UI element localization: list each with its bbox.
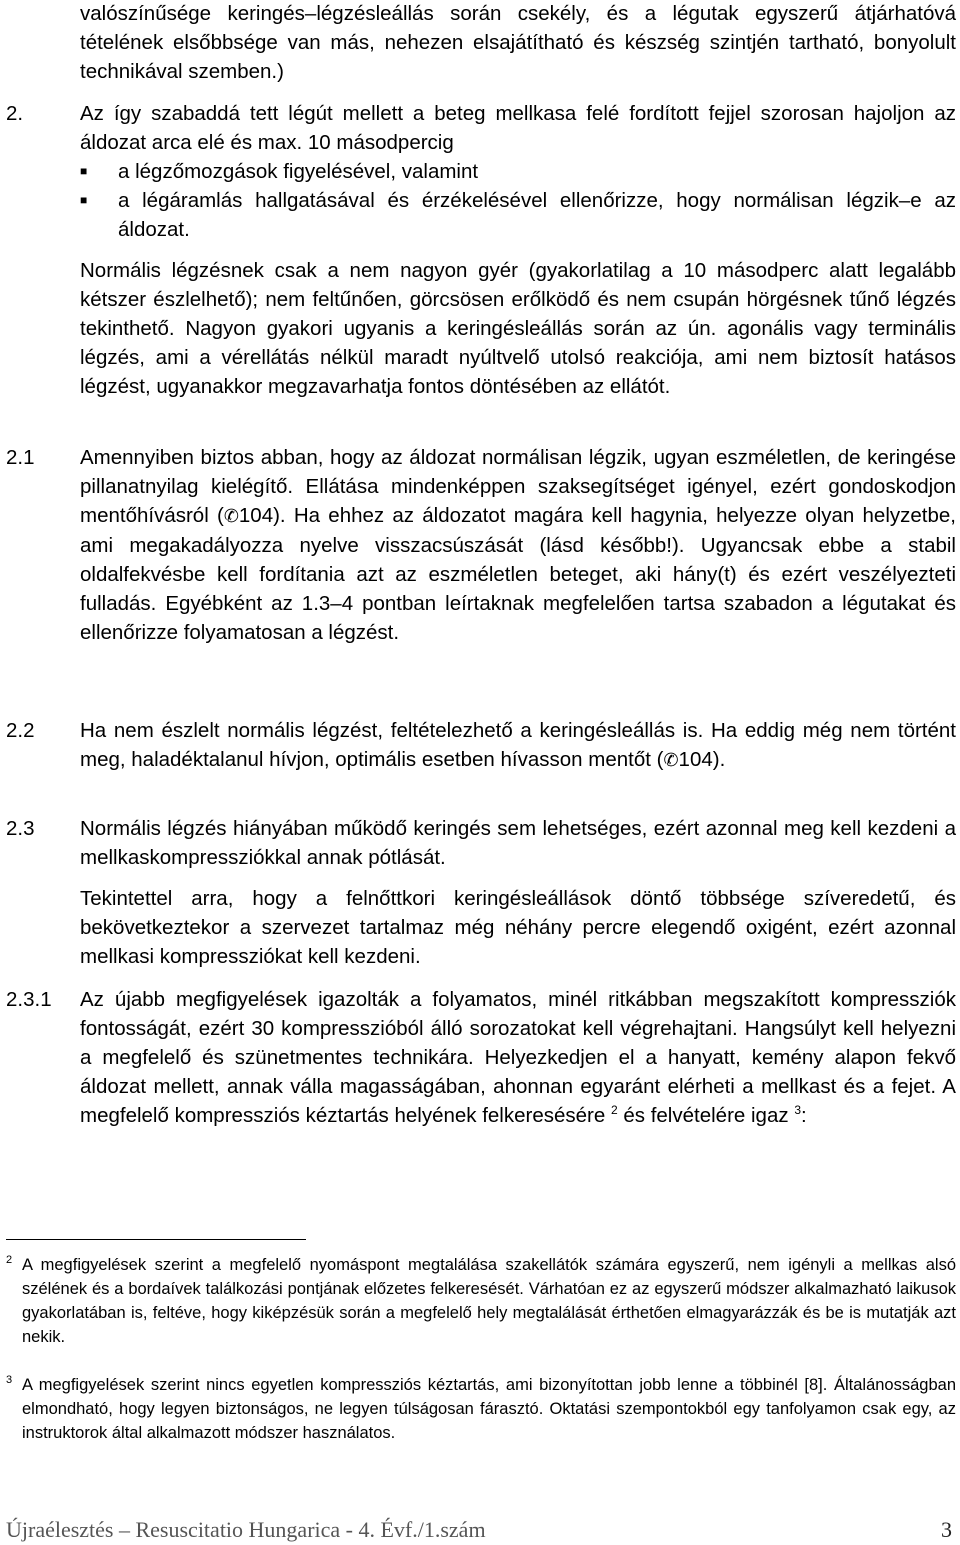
- section-number-2-2: 2.2: [6, 719, 35, 742]
- footer-journal-title: Újraélesztés – Resuscitatio Hungarica - 4. Évf./1.szám: [6, 1517, 486, 1542]
- footnote-ref-2: 2: [610, 1103, 618, 1118]
- page-number: 3: [941, 1517, 952, 1542]
- bullet-square-2: ■: [80, 193, 88, 207]
- phone-icon: ✆: [223, 506, 239, 527]
- footnote-ref-3: 3: [794, 1103, 801, 1118]
- section-number-2-1: 2.1: [6, 446, 35, 469]
- footnote-3: A megfigyelések szerint nincs egyetlen kompressziós kéztartás, ami bizonyítottan jobb lenne a többinél [8]. Általánosságban elmondható, hogy legyen biztonságos, ne legyen túlságosan fárasztó. Oktatási szempontokból egy tanfolyamon csak egy, az instruktorok által alkalmazott módszer használatos.: [22, 1376, 956, 1442]
- paragraph-2-normal-breathing: Normális légzésnek csak a nem nagyon gyér (gyakorlatilag a 10 másodperc alatt legalább kétszer észlelhető); nem feltűnően, görcsösen erőlködő és nem csupán hörgésnek tűnő légzés tekinthető. Nagyon gyakori ugyanis a keringésleállás során az ún. agonális vagy terminális légzés, ami a vérellátás nélkül maradt nyúltvelő utolsó reakciója, ami nem biztosít hatásos légzést, ugyanakkor megzavarhatja fontos döntésében az ellátót.: [80, 259, 956, 398]
- paragraph-2-3-1: Az újabb megfigyelések igazolták a folyamatos, minél ritkábban megszakított kompressziók fontosságát, ezért 30 kompresszióból álló sorozatokat kell végrehajtani. Hangsúlyt kell helyezni a megfelelő és szünetmentes technikára. Helyezkedjen el a hanyatt, kemény alapon fekvő áldozat mellett, annak válla magasságában, ahonnan egyaránt elérheti a mellkast és a fejet. A megfelelő kompressziós kéztartás helyének felkeresésére $^2$ és felvételére igaz $^3$:: [80, 988, 956, 1127]
- bullet-item-1: a légzőmozgások figyelésével, valamint: [118, 160, 479, 183]
- footnote-2: A megfigyelések szerint a megfelelő nyomáspont megtalálása szakellátók számára egyszerű, nem igényli a mellkas alsó szélének és a bordaívek találkozási pontjának előzetes felkeresését. Várhatóan ez az egyszerű módszer alkalmazható laikusok gyakorlatában is, feltéve, hogy kiképzésük során a megfelelő hely megtalálását érthetően elmagyarázzák és be is mutatják azt nekik.: [22, 1256, 956, 1346]
- section-number-2-3: 2.3: [6, 817, 35, 840]
- paragraph-2-3-reason: Tekintettel arra, hogy a felnőttkori keringésleállások döntő többsége szíveredetű, és bekövetkeztekor a szervezet tartalmaz még néhány percre elegendő oxigént, ezért azonnal mellkasi kompressziókat kell kezdeni.: [80, 887, 956, 968]
- footnote-marker-3: 3: [6, 1374, 13, 1386]
- paragraph-2: Az így szabaddá tett légút mellett a beteg mellkasa felé fordított fejjel szorosan hajoljon az áldozat arca elé és max. 10 másodpercig: [80, 102, 956, 154]
- paragraph-intro: valószínűsége keringés–légzésleállás során csekély, és a légutak egyszerű átjárhatóvá tételének elsőbbsége van más, nehezen elsajátítható és készség szintjén tartható, bonyolult technikával szemben.): [80, 2, 956, 83]
- section-number-2-3-1: 2.3.1: [6, 988, 52, 1011]
- footnote-divider: [6, 1239, 306, 1240]
- footnote-marker-2: 2: [6, 1254, 13, 1266]
- paragraph-2-3: Normális légzés hiányában működő keringés sem lehetséges, ezért azonnal meg kell kezdeni a mellkaskompressziókkal annak pótlását.: [80, 817, 956, 869]
- paragraph-2-1: Amennyiben biztos abban, hogy az áldozat normálisan légzik, ugyan eszméletlen, de keringése pillanatnyilag kielégítő. Ellátása mindenképpen szaksegítséget igényel, ezért gondoskodjon mentőhívásról (✆104). Ha ehhez az áldozatot magára kell hagynia, helyezze olyan helyzetbe, ami megakadályozza nyelve visszacsúszását (lásd később!). Ugyancsak ebbe a stabil oldalfekvésbe kell fordítania azt az eszméletlen beteget, aki hány(t) és ezért veszélyezteti fulladás. Egyébként az 1.3–4 pontban leírtaknak megfelelően tartsa szabadon a légutakat és ellenőrizze folyamatosan a légzést.: [80, 446, 956, 644]
- phone-icon: ✆: [663, 750, 679, 771]
- bullet-square-1: ■: [80, 164, 88, 178]
- bullet-item-2: a légáramlás hallgatásával és érzékelésével ellenőrizze, hogy normálisan légzik–e az áldozat.: [118, 189, 956, 241]
- paragraph-2-2: Ha nem észlelt normális légzést, feltételezhető a keringésleállás is. Ha eddig még nem történt meg, haladéktalanul hívjon, optimális esetben hívasson mentőt (✆104).: [80, 719, 956, 771]
- section-number-2: 2.: [6, 102, 24, 125]
